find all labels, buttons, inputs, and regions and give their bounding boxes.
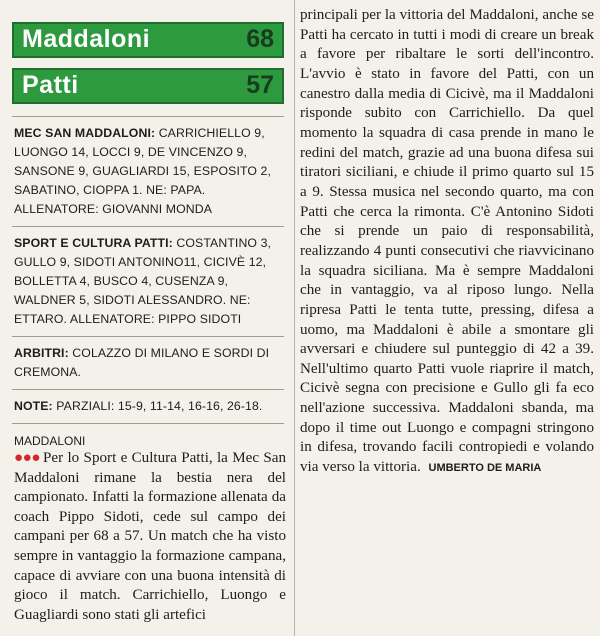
article-kicker: MADDALONI bbox=[14, 434, 86, 448]
away-team-score: 57 bbox=[246, 71, 274, 99]
left-column bbox=[6, 0, 292, 636]
home-team-score: 68 bbox=[246, 25, 274, 53]
bullet-dots-icon: ●●● bbox=[14, 450, 41, 466]
lineup-away bbox=[6, 227, 292, 336]
lineup-away-label: SPORT E CULTURA PATTI: bbox=[14, 236, 173, 250]
article-body-left-text: Per lo Sport e Cultura Patti, la Mec San Maddaloni rimane la bestia nera del campionato. Infatti la formazione allenata da coach Pippo Sidoti, cede sul campo dei campani per 68 a 57. Un match che ha visto sempre in vantaggio la formazione campana, capace di avviare con una buona intensità di gioco il match. Carrichiello, Luongo e Guagliardi sono stati gli artefici bbox=[14, 450, 287, 623]
away-team-name: Patti bbox=[22, 71, 79, 99]
referees-label: ARBITRI: bbox=[14, 346, 69, 360]
notes bbox=[6, 390, 292, 423]
notes-text: PARZIALI: 15-9, 11-14, 16-16, 26-18. bbox=[56, 399, 263, 413]
divider bbox=[12, 423, 284, 424]
article-body-left bbox=[6, 449, 292, 625]
referees-text: COLAZZO DI MILANO E SORDI DI CREMONA. bbox=[14, 346, 270, 379]
lineup-home-label: MEC SAN MADDALONI: bbox=[14, 126, 156, 140]
byline: UMBERTO DE MARIA bbox=[428, 462, 542, 475]
notes-label: NOTE: bbox=[14, 399, 53, 413]
article-body-right bbox=[300, 0, 594, 479]
scoreboard-away bbox=[12, 68, 284, 104]
lineup-away-text: COSTANTINO 3, GULLO 9, SIDOTI ANTONINO11, CICIVÈ 12, BOLLETTA 4, BUSCO 4, CUSENZA 9, WALDNER 5, SIDOTI ALESSANDRO. NE: ETTARO. ALLENATORE: PIPPO SIDOTI bbox=[14, 236, 272, 326]
home-team-name: Maddaloni bbox=[22, 25, 151, 53]
referees bbox=[6, 337, 292, 389]
scoreboard-home bbox=[12, 22, 284, 58]
right-column bbox=[300, 0, 594, 636]
article-body-right-text: principali per la vittoria del Maddaloni, anche se Patti ha cercato in tutti i modi di creare un break a favore per ribaltare le sorti dell'incontro. L'avvio è stato in favore del Patti, con un canestro dalla media di Cicivè, ma il Maddaloni risponde subito con Carrichiello. Da quel momento la squadra di casa prende in mano le redini del match, grazie ad una buona difesa sui tiratori siciliani, e chiude il primo quarto sul 15 a 9. Stessa musica nel secondo quarto, ma con Patti che cerca la rimonta. C'è Antonino Sidoti che si prende un paio di responsabilità, realizzando 4 punti consecutivi che riavvicinano la squadra siciliana. Ma è sempre Maddaloni che in vantaggio, va al riposo lungo. Nella ripresa Patti le tenta tutte, pressing, difesa a uomo, ma Maddaloni è abile a smontare gli avversari e chiudere sul punteggio di 42 a 39. Nell'ultimo quarto Patti vuole riaprire il match, Cicivè segna con precisione e Gullo gli fa eco nell'azione successiva. Maddaloni sbanda, ma dopo il time out Luongo e compagni stringono in difesa, trovando facili contropiedi e volando via verso la vittoria. bbox=[300, 7, 594, 476]
column-divider bbox=[294, 0, 295, 636]
lineup-home bbox=[6, 117, 292, 226]
lineup-home-text: CARRICHIELLO 9, LUONGO 14, LOCCI 9, DE VINCENZO 9, SANSONE 9, GUAGLIARDI 15, ESPOSITO 2, SABATINO, CIOPPA 1. NE: PAPA. ALLENATORE: GIOVANNI MONDA bbox=[14, 126, 272, 216]
